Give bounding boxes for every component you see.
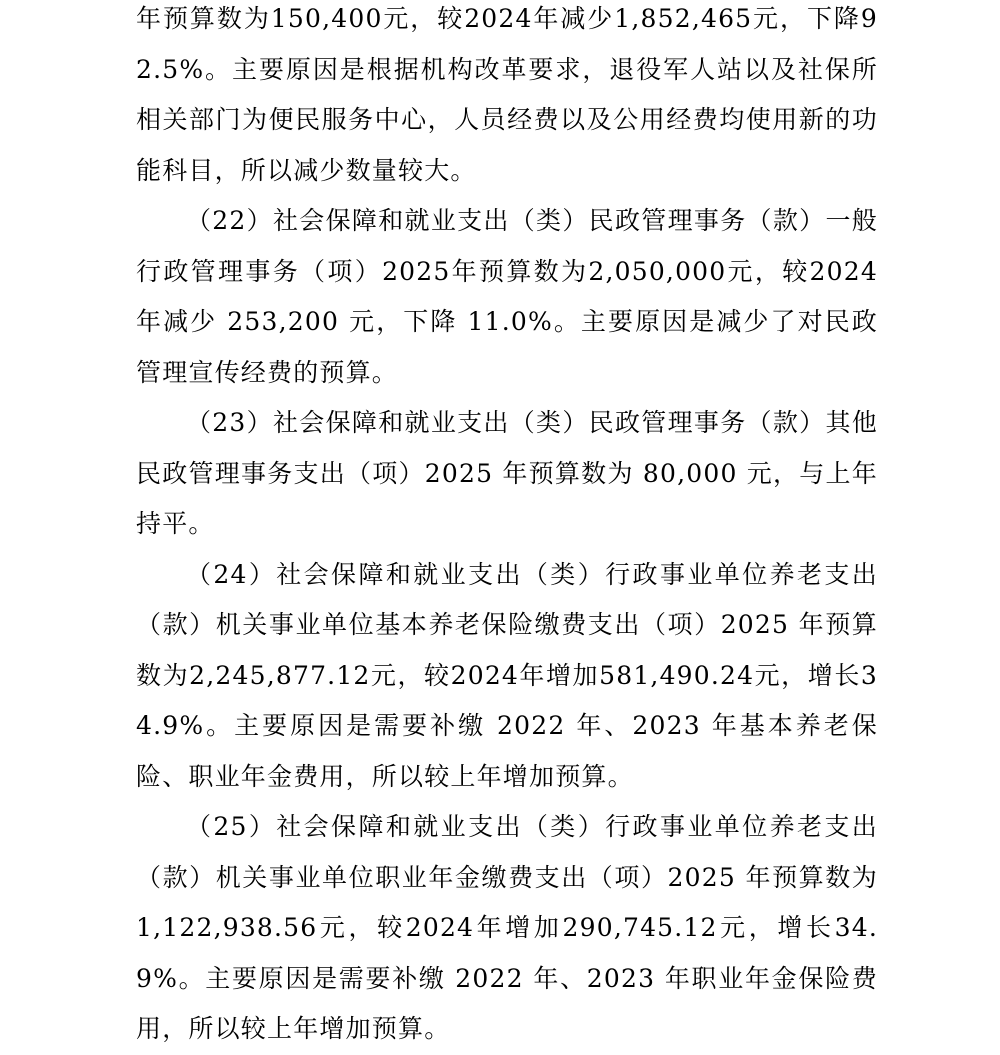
paragraph-23: （23）社会保障和就业支出（类）民政管理事务（款）其他民政管理事务支出（项）2025 年预算数为 80,000 元，与上年持平。 — [136, 408, 878, 538]
document-page — [136, 0, 878, 1055]
paragraph-22: （22）社会保障和就业支出（类）民政管理事务（款）一般行政管理事务（项）2025年预算数为2,050,000元，较2024年减少 253,200 元，下降 11.0%。主要原因是减少了对民政管理宣传经费的预算。 — [136, 206, 878, 387]
paragraph-21-continued: 年预算数为150,400元，较2024年减少1,852,465元，下降92.5%。主要原因是根据机构改革要求，退役军人站以及社保所相关部门为便民服务中心，人员经费以及公用经费均使用新的功能科目，所以减少数量较大。 — [136, 4, 878, 185]
paragraph-24: （24）社会保障和就业支出（类）行政事业单位养老支出（款）机关事业单位基本养老保险缴费支出（项）2025 年预算数为2,245,877.12元，较2024年增加581,490.24元，增长34.9%。主要原因是需要补缴 2022 年、2023 年基本养老保险、职业年金费用，所以较上年增加预算。 — [136, 559, 878, 791]
paragraph-25: （25）社会保障和就业支出（类）行政事业单位养老支出（款）机关事业单位职业年金缴费支出（项）2025 年预算数为1,122,938.56元，较2024年增加290,745.12元，增长34.9%。主要原因是需要补缴 2022 年、2023 年职业年金保险费用，所以较上年增加预算。 — [136, 812, 878, 1043]
